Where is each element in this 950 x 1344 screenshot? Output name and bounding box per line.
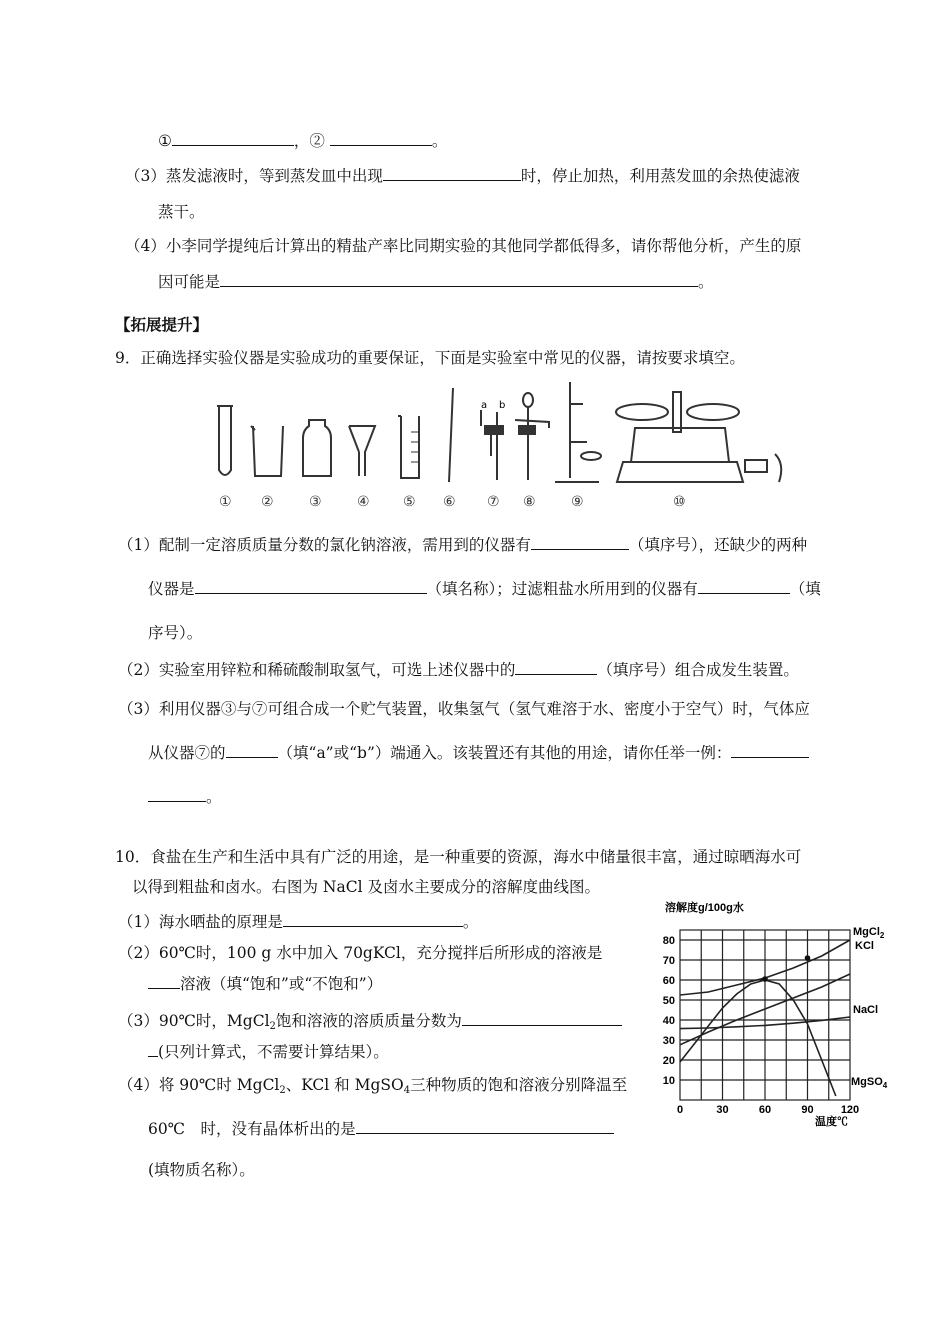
q9-p3-blank-2[interactable] — [731, 742, 809, 758]
q9-part2 — [118, 659, 799, 681]
q8-part4-line2 — [158, 271, 714, 293]
q10-p2-b: 溶液（填“饱和”或“不饱和”） — [180, 975, 383, 993]
chart-ytick: 70 — [662, 955, 675, 967]
stopper-tubes-icon — [481, 410, 503, 480]
q9-part1-line3: 序号）。 — [148, 624, 203, 642]
solubility-chart — [645, 895, 900, 1130]
q9-p3-c: （填“a”或“b”）端通入。该装置还有其他的用途，请你任举一例： — [277, 744, 732, 762]
q10-part4-line3: (填物质名称）。 — [148, 1161, 255, 1179]
apparatus-label-3: ③ — [309, 494, 322, 510]
series-line-mgso4 — [680, 980, 836, 1096]
bottle-icon — [303, 420, 331, 476]
q9-p1-c: 仪器是 — [148, 580, 195, 598]
series-label-mgso4: MgSO$_4$ — [851, 1076, 888, 1090]
q10-p4-a: （4）将 90℃时 MgCl — [118, 1076, 280, 1094]
q8-subline — [158, 130, 447, 152]
separatory-funnel-icon — [515, 393, 549, 480]
q8-sub-1-label: ① — [158, 132, 172, 150]
q9-p1-a: （1）配制一定溶质质量分数的氯化钠溶液，需用到的仪器有 — [118, 536, 531, 554]
graduated-cylinder-icon — [398, 416, 419, 478]
q9-p2-b: （填序号）组合成发生装置。 — [597, 661, 799, 679]
q9-part1-line2 — [148, 578, 821, 600]
q10-p2-blank[interactable] — [148, 973, 180, 989]
q10-p4-sub1: 2 — [279, 1085, 286, 1096]
chart-ytick: 50 — [662, 995, 675, 1007]
apparatus-label-10: ⑩ — [673, 494, 686, 510]
q10-p3-a: （3）90℃时，MgCl — [118, 1012, 270, 1030]
q10-stem-line2: 以得到粗盐和卤水。右图为 NaCl 及卤水主要成分的溶解度曲线图。 — [132, 878, 600, 896]
q9-p1-d: （填名称）；过滤粗盐水所用到的仪器有 — [426, 580, 698, 598]
chart-xtick: 0 — [676, 1104, 684, 1116]
apparatus-label-1: ① — [219, 494, 232, 510]
q8-part4-line1: （4）小李同学提纯后计算出的精盐产率比同期实验的其他同学都低得多，请你帮他分析，产生的原 — [125, 237, 802, 255]
q10-part2-line1: （2）60℃时，100 g 水中加入 70gKCl，充分搅拌后所形成的溶液是 — [118, 944, 603, 962]
q9-stem: 9．正确选择实验仪器是实验成功的重要保证，下面是实验室中常见的仪器，请按要求填空。 — [115, 349, 745, 367]
q8-blank-2[interactable] — [330, 130, 432, 146]
q8-part3-line2: 蒸干。 — [158, 203, 205, 221]
q10-p3-c: (只列计算式，不需要计算结果）。 — [158, 1043, 389, 1061]
balance-icon — [616, 392, 781, 482]
q10-p4-sub2: 4 — [403, 1085, 411, 1096]
q9-part3-line2 — [148, 742, 809, 764]
q10-p4-blank[interactable] — [356, 1118, 614, 1134]
apparatus-label-5: ⑤ — [403, 494, 416, 510]
chart-ytick: 20 — [662, 1055, 675, 1067]
series-label-mgcl2: MgCl$_2$ — [853, 926, 885, 940]
q10-part3-line1 — [118, 1010, 622, 1038]
chart-xtick: 60 — [758, 1104, 772, 1116]
q10-p3-blank[interactable] — [462, 1010, 622, 1026]
q10-part1 — [118, 911, 478, 933]
q9-p1-e: （填 — [789, 580, 821, 598]
iron-stand-icon — [555, 382, 601, 482]
intersection-point — [762, 976, 768, 982]
q8-p3-blank[interactable] — [383, 165, 521, 181]
chart-ylabel: 溶解度g/100g水 — [665, 902, 744, 914]
q9-p3-b: 从仪器⑦的 — [148, 744, 226, 762]
q8-part3-line1 — [125, 165, 800, 187]
glass-rod-icon — [449, 388, 453, 482]
q9-p3-blank-3[interactable] — [148, 786, 206, 802]
chart-xlabel: 温度℃ — [815, 1116, 848, 1128]
tube-label-a: a — [481, 400, 488, 411]
chart-ytick: 80 — [662, 935, 675, 947]
q8-sub-2-label: ，② — [293, 132, 325, 150]
chart-xtick: 90 — [801, 1104, 814, 1116]
chart-ytick: 60 — [662, 975, 675, 987]
q8-sub-end: 。 — [431, 132, 448, 150]
q10-part4-line1 — [118, 1074, 627, 1102]
chart-ytick: 40 — [662, 1015, 675, 1027]
q9-part1-line1 — [118, 534, 807, 556]
chart-ytick: 30 — [662, 1035, 675, 1047]
test-tube-icon — [219, 406, 231, 475]
q9-part3-line1: （3）利用仪器③与⑦可组合成一个贮气装置，收集氢气（氢气难溶于水、密度小于空气）时，气体应 — [118, 700, 810, 718]
q9-p3-d: 。 — [206, 788, 222, 806]
q10-part2-line2 — [148, 973, 382, 995]
q9-p2-a: （2）实验室用锌粒和稀硫酸制取氢气，可选上述仪器中的 — [118, 661, 516, 679]
q9-p3-blank-1[interactable] — [226, 742, 278, 758]
q10-p1-blank[interactable] — [283, 911, 463, 927]
q10-p3-b: 饱和溶液的溶质质量分数为 — [275, 1012, 462, 1030]
chart-ytick: 10 — [662, 1075, 675, 1087]
series-label-kcl: KCl — [855, 940, 874, 952]
q8-p4-blank[interactable] — [220, 271, 698, 287]
apparatus-label-8: ⑧ — [523, 494, 536, 510]
apparatus-label-2: ② — [261, 494, 274, 510]
q10-p4-d: 60℃ 时，没有晶体析出的是 — [148, 1120, 356, 1138]
q8-p4-end: 。 — [698, 273, 714, 291]
q10-part4-line2 — [148, 1118, 614, 1140]
q10-p4-c: 三种物质的饱和溶液分别降温至 — [410, 1076, 628, 1094]
q9-p1-b: （填序号），还缺少的两种 — [628, 536, 808, 554]
section-title: 【拓展提升】 — [115, 315, 209, 334]
apparatus-label-6: ⑥ — [443, 494, 456, 510]
funnel-icon — [349, 426, 375, 476]
q10-p3-blank-2[interactable] — [148, 1041, 158, 1057]
tube-label-b: b — [499, 400, 506, 411]
q8-p3-a: （3）蒸发滤液时，等到蒸发皿中出现 — [125, 167, 383, 185]
q10-p4-b: 、KCl 和 MgSO — [285, 1076, 404, 1094]
chart-xtick: 120 — [840, 1104, 860, 1116]
intersection-point — [805, 955, 811, 961]
q9-part3-line3 — [148, 786, 222, 808]
q8-blank-1[interactable] — [172, 130, 294, 146]
q9-p1-blank-1[interactable] — [531, 534, 629, 550]
apparatus-label-4: ④ — [357, 494, 370, 510]
series-label-nacl: NaCl — [853, 1004, 879, 1016]
q10-p3-sub: 2 — [269, 1021, 276, 1032]
chart-xtick: 30 — [716, 1104, 729, 1116]
q10-stem-line1: 10．食盐在生产和生活中具有广泛的用途，是一种重要的资源，海水中储量很丰富，通过晾晒海水可 — [115, 848, 802, 866]
q10-part3-line2 — [148, 1041, 389, 1063]
apparatus-label-7: ⑦ — [487, 494, 500, 510]
q9-p1-blank-3[interactable] — [698, 578, 790, 594]
q9-p1-blank-2[interactable] — [195, 578, 427, 594]
q8-p3-b: 时，停止加热，利用蒸发皿的余热使滤液 — [520, 167, 800, 185]
beaker-icon — [251, 426, 283, 476]
q9-p2-blank[interactable] — [515, 659, 597, 675]
q8-p4-b: 因可能是 — [158, 273, 221, 291]
apparatus-figure — [205, 382, 805, 512]
apparatus-label-9: ⑨ — [571, 494, 584, 510]
q10-p1-end: 。 — [462, 913, 479, 931]
q10-p1-a: （1）海水晒盐的原理是 — [118, 913, 283, 931]
